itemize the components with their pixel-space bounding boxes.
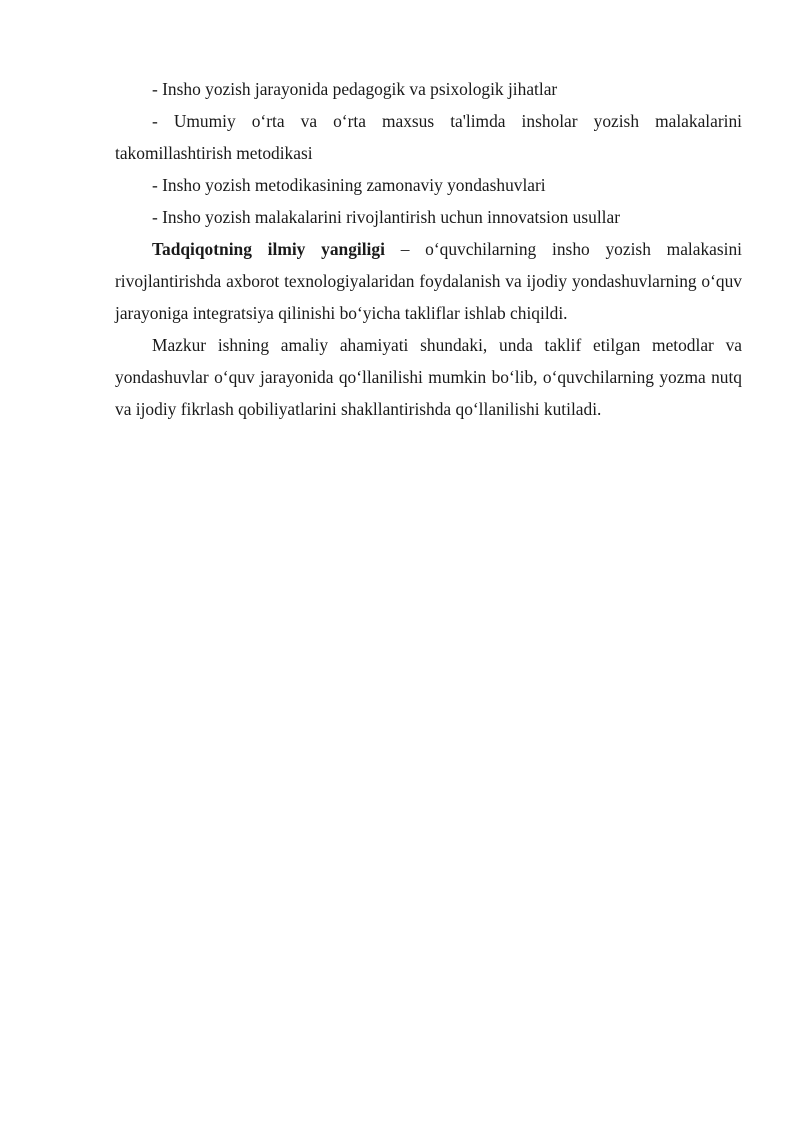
bullet-item-modern-approaches: - Insho yozish metodikasining zamonaviy yondashuvlari (152, 175, 546, 195)
scientific-novelty-text: – o‘quvchilarning insho yozish malakasini rivojlantirishda axborot texnologiyalaridan foydalanish va ijodiy yondashuvlarning o‘quv jarayoniga integratsiya qilinishi bo‘yicha takliflar ishlab chiqildi. (115, 239, 743, 323)
bullet-item-innovative-methods: - Insho yozish malakalarini rivojlantirish uchun innovatsion usullar (152, 207, 621, 227)
scientific-novelty-heading: Tadqiqotning ilmiy yangiligi (152, 239, 385, 259)
document-body (115, 73, 742, 425)
bullet-item-pedagogical-aspects: - Insho yozish jarayonida pedagogik va psixologik jihatlar (152, 79, 558, 99)
paragraph-scientific-novelty (115, 233, 742, 329)
bullet-item-methodology: - Umumiy o‘rta va o‘rta maxsus ta'limda insholar yozish malakalarini takomillashtirish metodikasi (115, 111, 742, 163)
paragraph-practical-significance: Mazkur ishning amaliy ahamiyati shundaki, unda taklif etilgan metodlar va yondashuvlar o‘quv jarayonida qo‘llanilishi mumkin bo‘lib, o‘quvchilarning yozma nutq va ijodiy fikrlash qobiliyatlarini shakllantirishda qo‘llanilishi kutiladi. (115, 335, 742, 419)
